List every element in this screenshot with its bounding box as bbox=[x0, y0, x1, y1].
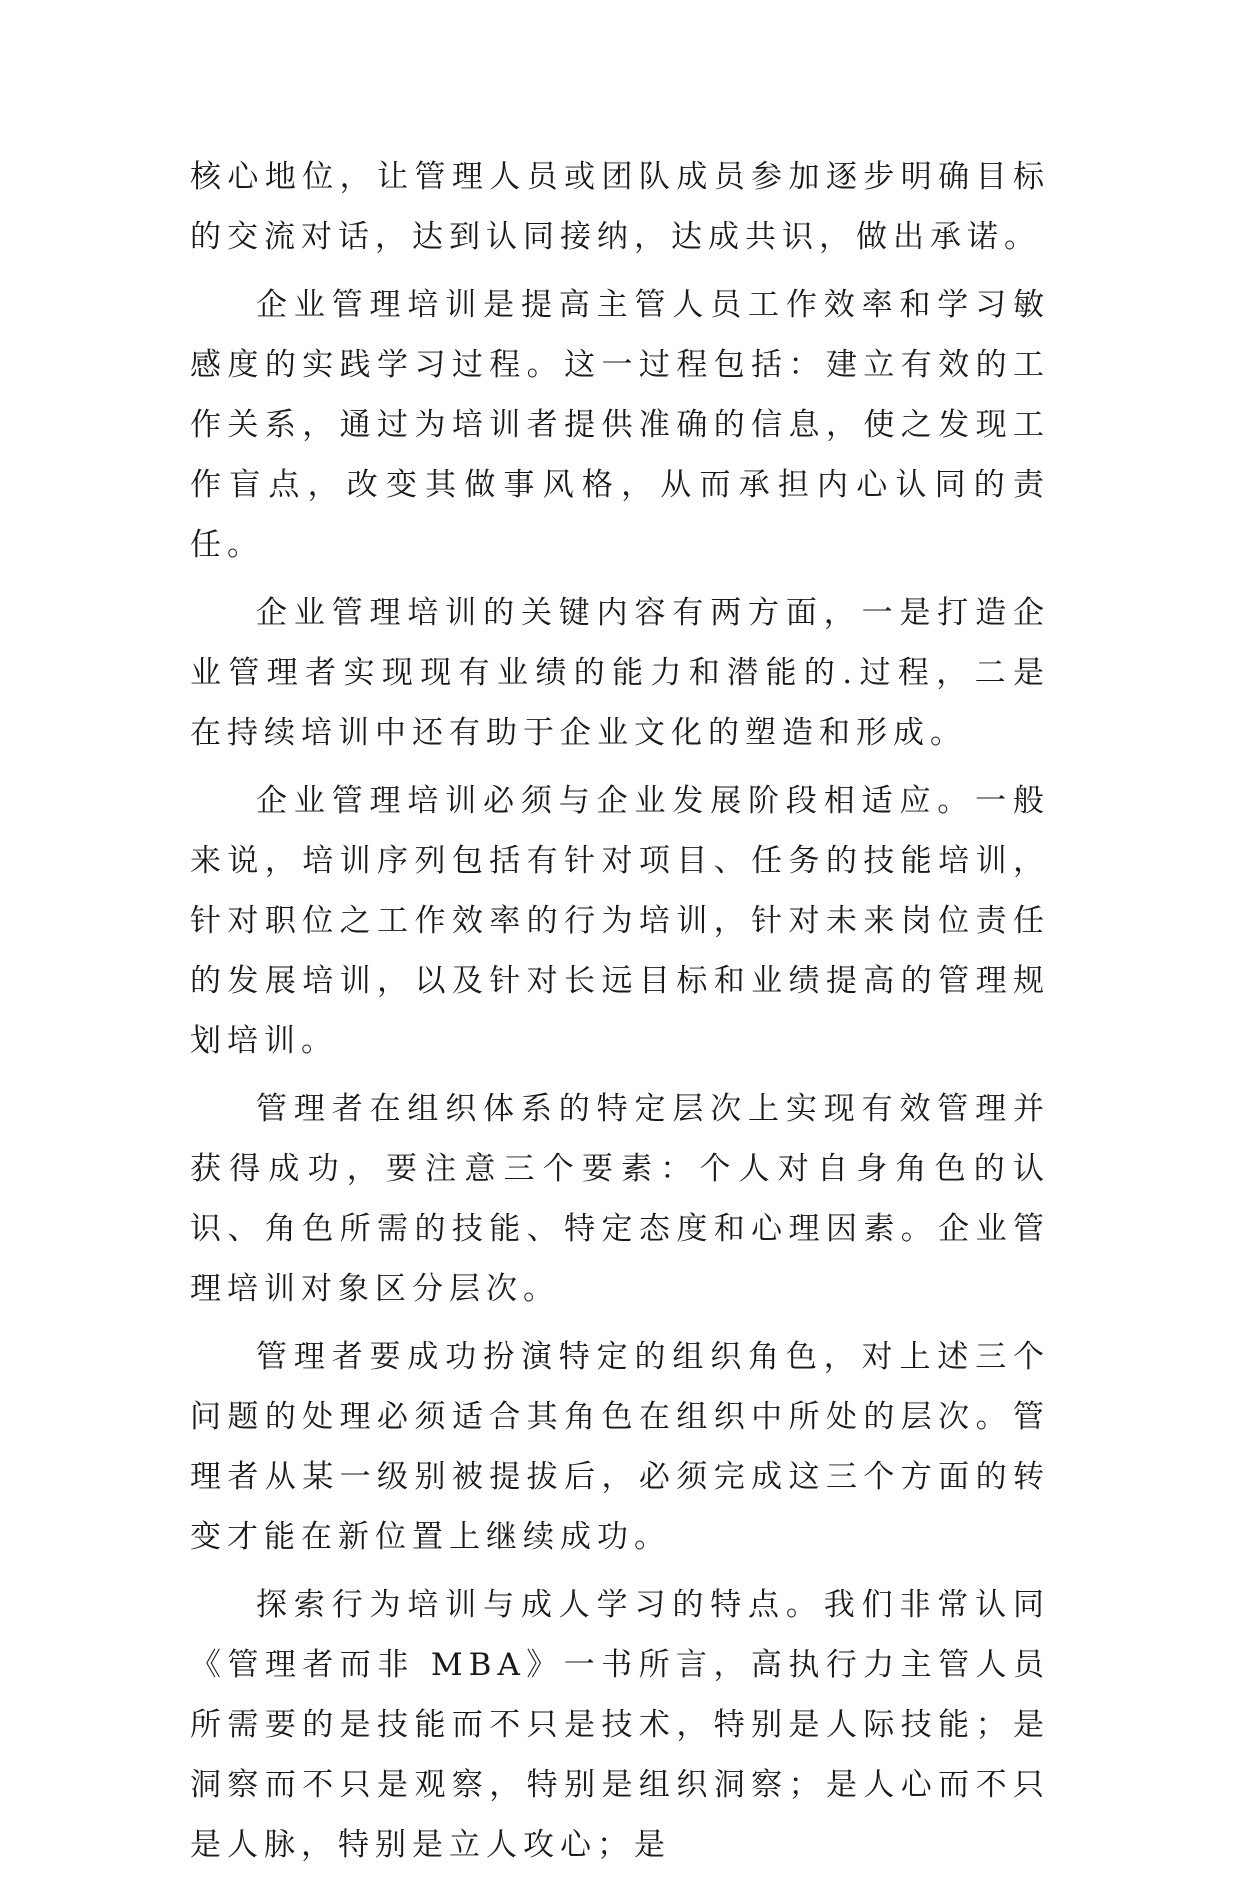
paragraph: 探索行为培训与成人学习的特点。我们非常认同《管理者而非 MBA》一书所言，高执行力主管人员所需要的是技能而不只是技术，特别是人际技能；是洞察而不只是观察，特别是组织洞察；是人心而不只是人脉，特别是立人攻心；是 bbox=[190, 1587, 1050, 1863]
paragraph-continued: 核心地位，让管理人员或团队成员参加逐步明确目标的交流对话，达到认同接纳，达成共识，做出承诺。 bbox=[190, 159, 1050, 255]
paragraph: 企业管理培训是提高主管人员工作效率和学习敏感度的实践学习过程。这一过程包括：建立有效的工作关系，通过为培训者提供准确的信息，使之发现工作盲点，改变其做事风格，从而承担内心认同的责任。 bbox=[190, 287, 1050, 563]
paragraph: 企业管理培训的关键内容有两方面，一是打造企业管理者实现现有业绩的能力和潜能的.过程，二是在持续培训中还有助于企业文化的塑造和形成。 bbox=[190, 595, 1050, 751]
paragraph: 管理者在组织体系的特定层次上实现有效管理并获得成功，要注意三个要素：个人对自身角色的认识、角色所需的技能、特定态度和心理因素。企业管理培训对象区分层次。 bbox=[190, 1091, 1050, 1307]
paragraph: 管理者要成功扮演特定的组织角色，对上述三个问题的处理必须适合其角色在组织中所处的层次。管理者从某一级别被提拔后，必须完成这三个方面的转变才能在新位置上继续成功。 bbox=[190, 1339, 1050, 1555]
document-page bbox=[190, 147, 1050, 1883]
paragraph: 企业管理培训必须与企业发展阶段相适应。一般来说，培训序列包括有针对项目、任务的技能培训，针对职位之工作效率的行为培训，针对未来岗位责任的发展培训，以及针对长远目标和业绩提高的管理规划培训。 bbox=[190, 783, 1050, 1059]
